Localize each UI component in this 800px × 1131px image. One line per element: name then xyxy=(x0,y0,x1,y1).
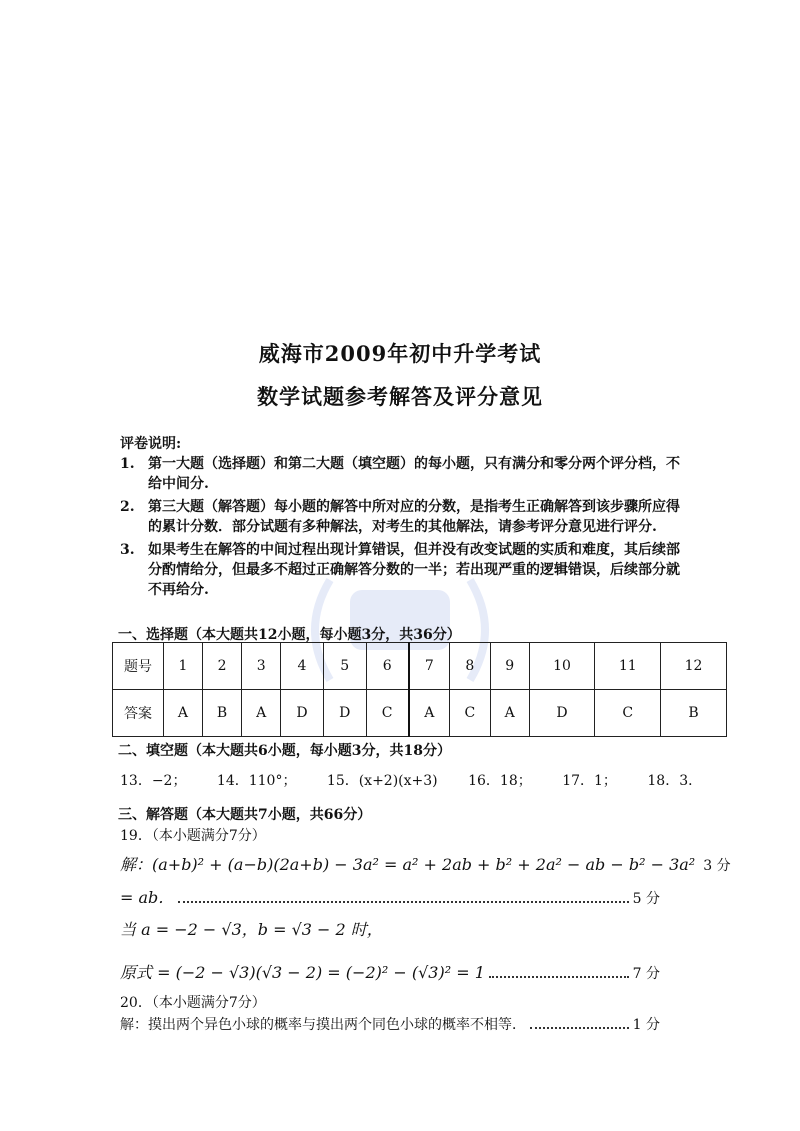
table-row-label: 题号 xyxy=(113,643,164,690)
answer-letter: C xyxy=(366,690,409,737)
answer-letter: C xyxy=(449,690,490,737)
fill-answer: 17．1； xyxy=(562,773,617,789)
answer-letter: C xyxy=(595,690,661,737)
q20-step1 xyxy=(120,1014,660,1034)
q19-step2 xyxy=(120,885,660,908)
section-heading-choice: 一、选择题（本大题共12小题，每小题3分，共36分） xyxy=(118,627,461,643)
grading-note xyxy=(120,454,690,494)
q19-step4-text: 原式 = (−2 − √3)(√3 − 2) = (−2)² − (√3)² = 1 xyxy=(120,963,485,982)
answer-table xyxy=(112,642,727,737)
answer-letter: A xyxy=(490,690,529,737)
q20-header: 20．（本小题满分7分） xyxy=(120,995,266,1011)
question-number: 10 xyxy=(529,643,595,690)
grading-note xyxy=(120,497,690,537)
fill-answer: 16．18； xyxy=(468,773,532,789)
answer-letter: B xyxy=(661,690,727,737)
answer-letter: A xyxy=(242,690,281,737)
answer-letter: D xyxy=(529,690,595,737)
question-number: 5 xyxy=(323,643,366,690)
question-number: 3 xyxy=(242,643,281,690)
table-row-label: 答案 xyxy=(113,690,164,737)
dotted-leader xyxy=(489,975,629,978)
grading-note-text: 如果考生在解答的中间过程出现计算错误，但并没有改变试题的实质和难度，其后续部分酌情给分，但最多不超过正确解答分数的一半；若出现严重的逻辑错误，后续部分就不再给分. xyxy=(148,542,680,598)
q19-step4 xyxy=(120,960,660,983)
grading-note-number: 2. xyxy=(120,499,135,515)
section-heading-solutions: 三、解答题（本大题共7小题，共66分） xyxy=(118,807,372,823)
q20-step1-text: 解：摸出两个异色小球的概率与摸出两个同色小球的概率不相等． xyxy=(120,1017,526,1033)
q19-step3 xyxy=(120,917,660,940)
table-row xyxy=(113,690,727,737)
q19-step1-score: 3 分 xyxy=(703,858,731,874)
grading-note-text: 第三大题（解答题）每小题的解答中所对应的分数，是指考生正确解答到该步骤所应得的累计分数．部分试题有多种解法，对考生的其他解法，请参考评分意见进行评分. xyxy=(148,499,680,535)
grading-notes-heading: 评卷说明: xyxy=(120,436,182,452)
grading-note xyxy=(120,540,690,600)
answer-letter: A xyxy=(409,690,450,737)
document-title: 威海市2009年初中升学考试 xyxy=(258,341,542,366)
question-number: 9 xyxy=(490,643,529,690)
q19-step2-text: = ab． xyxy=(120,888,175,907)
dotted-leader xyxy=(530,1026,629,1029)
q19-step3-text: 当 a = −2 − √3，b = √3 − 2 时， xyxy=(120,920,383,939)
answer-letter: A xyxy=(164,690,203,737)
document-subtitle: 数学试题参考解答及评分意见 xyxy=(257,384,543,409)
question-number: 4 xyxy=(281,643,324,690)
question-number: 7 xyxy=(409,643,450,690)
section-heading-fill: 二、填空题（本大题共6小题，每小题3分，共18分） xyxy=(118,743,451,759)
answer-letter: B xyxy=(202,690,241,737)
fill-answer: 13．−2； xyxy=(120,773,187,789)
question-number: 11 xyxy=(595,643,661,690)
q19-step1-text: 解：(a+b)² + (a−b)(2a+b) − 3a² = a² + 2ab + b² + 2a² − ab − b² − 3a² xyxy=(120,855,696,874)
fill-answer: 14．110°； xyxy=(216,773,297,789)
q19-header: 19．（本小题满分7分） xyxy=(120,828,266,844)
fill-answer: 15．(x+2)(x+3) xyxy=(326,773,438,789)
question-number: 8 xyxy=(449,643,490,690)
q19-step4-score: 7 分 xyxy=(632,966,660,982)
question-number: 12 xyxy=(661,643,727,690)
question-number: 6 xyxy=(366,643,409,690)
fill-answer: 18．3． xyxy=(647,773,703,789)
answer-letter: D xyxy=(323,690,366,737)
question-number: 2 xyxy=(202,643,241,690)
dotted-leader xyxy=(178,900,628,903)
q20-step1-score: 1 分 xyxy=(632,1017,660,1033)
q19-step1 xyxy=(120,852,731,875)
question-number: 1 xyxy=(164,643,203,690)
fill-answers xyxy=(120,770,728,790)
table-row xyxy=(113,643,727,690)
grading-note-text: 第一大题（选择题）和第二大题（填空题）的每小题，只有满分和零分两个评分档，不给中间分. xyxy=(148,456,680,492)
answer-letter: D xyxy=(281,690,324,737)
grading-note-number: 3. xyxy=(120,542,135,558)
q19-step2-score: 5 分 xyxy=(632,891,660,907)
grading-note-number: 1. xyxy=(120,456,135,472)
